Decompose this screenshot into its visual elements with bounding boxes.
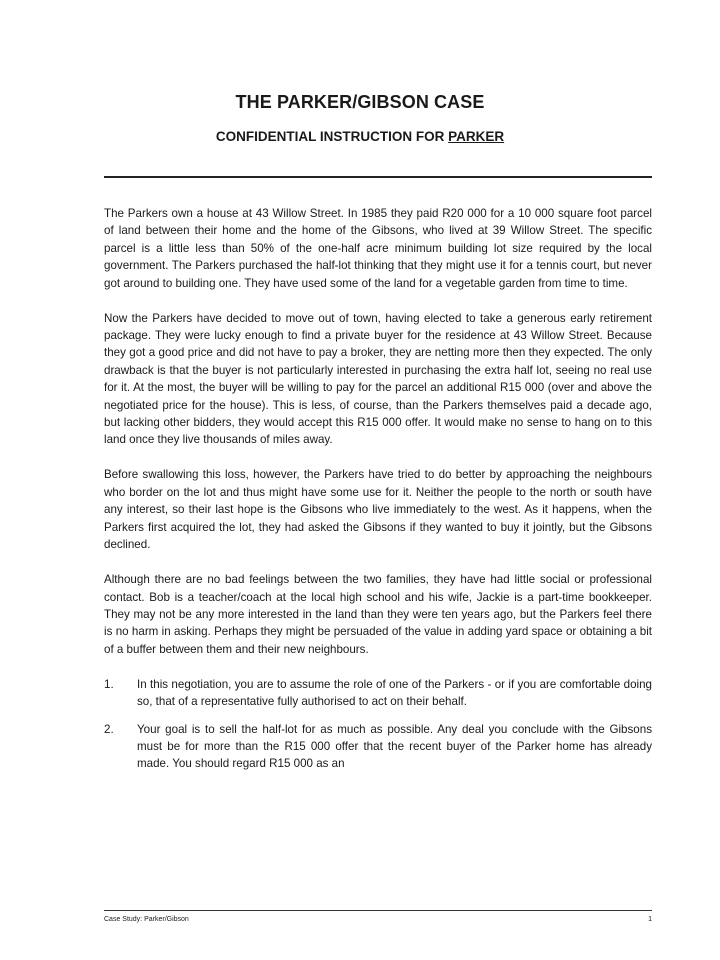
document-subtitle	[0, 129, 720, 144]
page-footer	[104, 916, 652, 923]
numbered-item	[104, 721, 652, 773]
subtitle-prefix: CONFIDENTIAL INSTRUCTION FOR	[215, 129, 449, 144]
paragraph: Although there are no bad feelings between the two families, they have had little social or professional contact. Bob is a teacher/coach at the local high school and his wife, Jackie is a part-time bookkeeper. They may not be any more interested in the land than they were ten years ago, but the Parkers feel there is no harm in asking. Perhaps they might be persuaded of the value in adding yard space or obtaining a bit of a buffer between them and their new neighbours.	[104, 573, 652, 656]
item-number: 2.	[104, 722, 114, 736]
header-divider	[104, 176, 652, 178]
subtitle-party: PARKER	[448, 129, 505, 144]
document-body	[104, 205, 652, 783]
item-number: 1.	[104, 677, 114, 691]
item-text: In this negotiation, you are to assume the role of one of the Parkers - or if you are comfortable doing so, that of a representative fully authorised to act on their behalf.	[137, 677, 652, 709]
footer-divider	[104, 910, 652, 911]
paragraph: Now the Parkers have decided to move out of town, having elected to take a generous early retirement package. They were lucky enough to find a private buyer for the residence at 43 Willow Street. Because they got a good price and did not have to pay a broker, they are netting more then they expected. The only drawback is that the buyer is not particularly interested in purchasing the extra half lot, seeing no real use for it. At the most, the buyer will be willing to pay for the parcel an additional R15 000 (over and above the negotiated price for the house). This is less, of course, than the Parkers themselves paid a decade ago, but lacking other bidders, they would accept this R15 000 offer. It would make no sense to hang on to this land once they live thousands of miles away.	[104, 311, 652, 447]
numbered-item	[104, 676, 652, 711]
footer-case-label: Case Study: Parker/Gibson	[104, 916, 189, 923]
item-text: Your goal is to sell the half-lot for as much as possible. Any deal you conclude with the Gibsons must be for more than the R15 000 offer that the recent buyer of the Parker home has already made. You should regard R15 000 as an	[137, 722, 652, 771]
paragraph: Before swallowing this loss, however, the Parkers have tried to do better by approaching the neighbours who border on the lot and thus might have some use for it. Neither the people to the north or south have any interest, so their last hope is the Gibsons who live immediately to the west. As it happens, when the Parkers first acquired the lot, they had asked the Gibsons if they wanted to buy it jointly, but the Gibsons declined.	[104, 468, 652, 552]
page-number: 1	[648, 916, 652, 923]
document-title: THE PARKER/GIBSON CASE	[235, 92, 485, 112]
paragraph: The Parkers own a house at 43 Willow Street. In 1985 they paid R20 000 for a 10 000 square foot parcel of land between their home and the home of the Gibsons, who lived at 39 Willow Street. The specific parcel is a little less than 50% of the one-half acre minimum building lot size required by the local government. The Parkers purchased the half-lot thinking that they might use it for a tennis court, but never got around to building one. They have used some of the land for a vegetable garden from time to time.	[104, 207, 652, 290]
